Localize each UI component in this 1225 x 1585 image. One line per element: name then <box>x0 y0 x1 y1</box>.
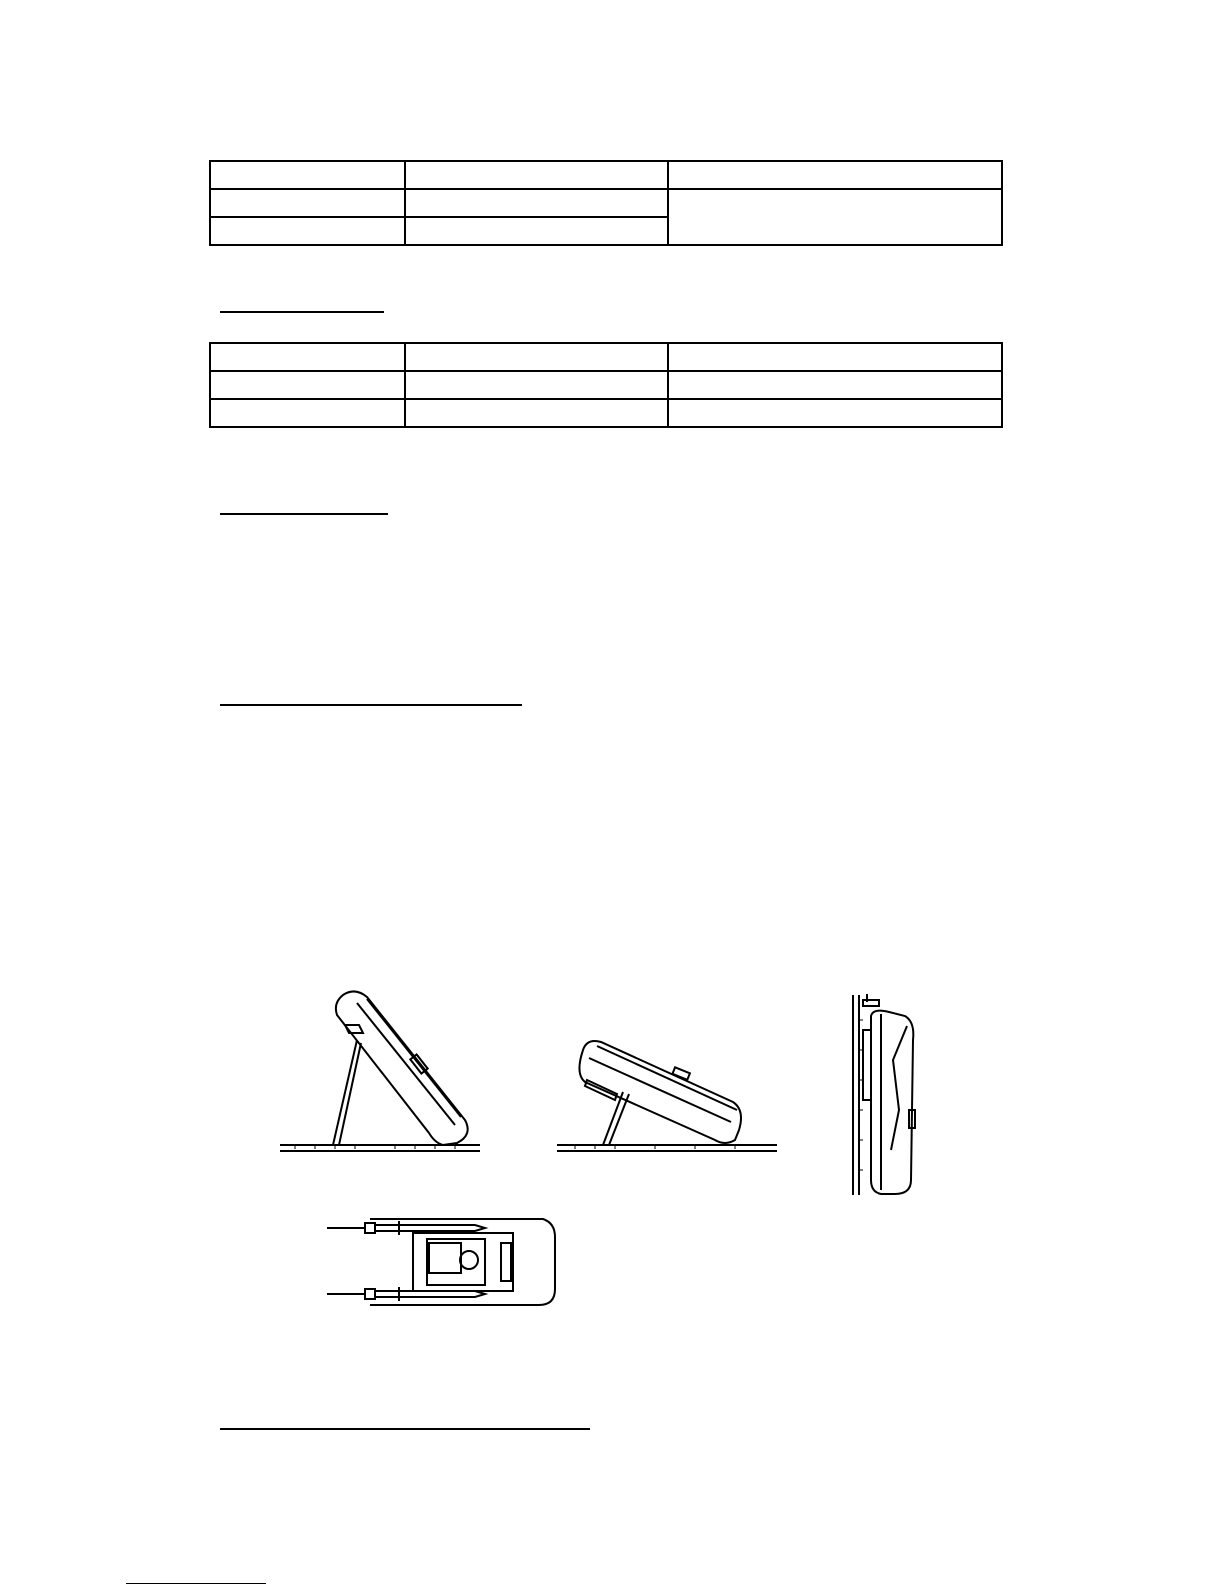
heading-underline <box>220 704 522 706</box>
table-cell <box>210 343 405 371</box>
table-row <box>210 399 1002 427</box>
meter-on-stand-steep <box>275 985 485 1155</box>
table-row <box>210 371 1002 399</box>
table-cell <box>210 371 405 399</box>
table-row <box>210 343 1002 371</box>
meter-top-view-with-probes <box>325 1215 560 1310</box>
table-row <box>210 161 1002 189</box>
table-cell <box>668 399 1002 427</box>
meter-hanging-on-wall <box>845 990 925 1200</box>
table-cell <box>668 343 1002 371</box>
heading-underline <box>220 513 388 515</box>
table-cell <box>405 189 668 217</box>
heading-underline <box>220 1428 590 1430</box>
table-cell <box>210 217 405 245</box>
meter-on-stand-shallow <box>555 1030 780 1155</box>
table-cell <box>668 371 1002 399</box>
table-cell <box>210 161 405 189</box>
table-cell <box>210 189 405 217</box>
table-cell <box>405 399 668 427</box>
footnote-separator <box>126 1583 266 1584</box>
table-cell <box>405 343 668 371</box>
table-cell <box>405 371 668 399</box>
table-cell <box>668 189 1002 245</box>
table-cell <box>405 161 668 189</box>
table-row <box>210 189 1002 217</box>
table-cell <box>210 399 405 427</box>
table-1 <box>209 160 1003 246</box>
table-cell <box>405 217 668 245</box>
table-cell <box>668 161 1002 189</box>
heading-underline <box>220 311 384 313</box>
table-2 <box>209 342 1003 428</box>
